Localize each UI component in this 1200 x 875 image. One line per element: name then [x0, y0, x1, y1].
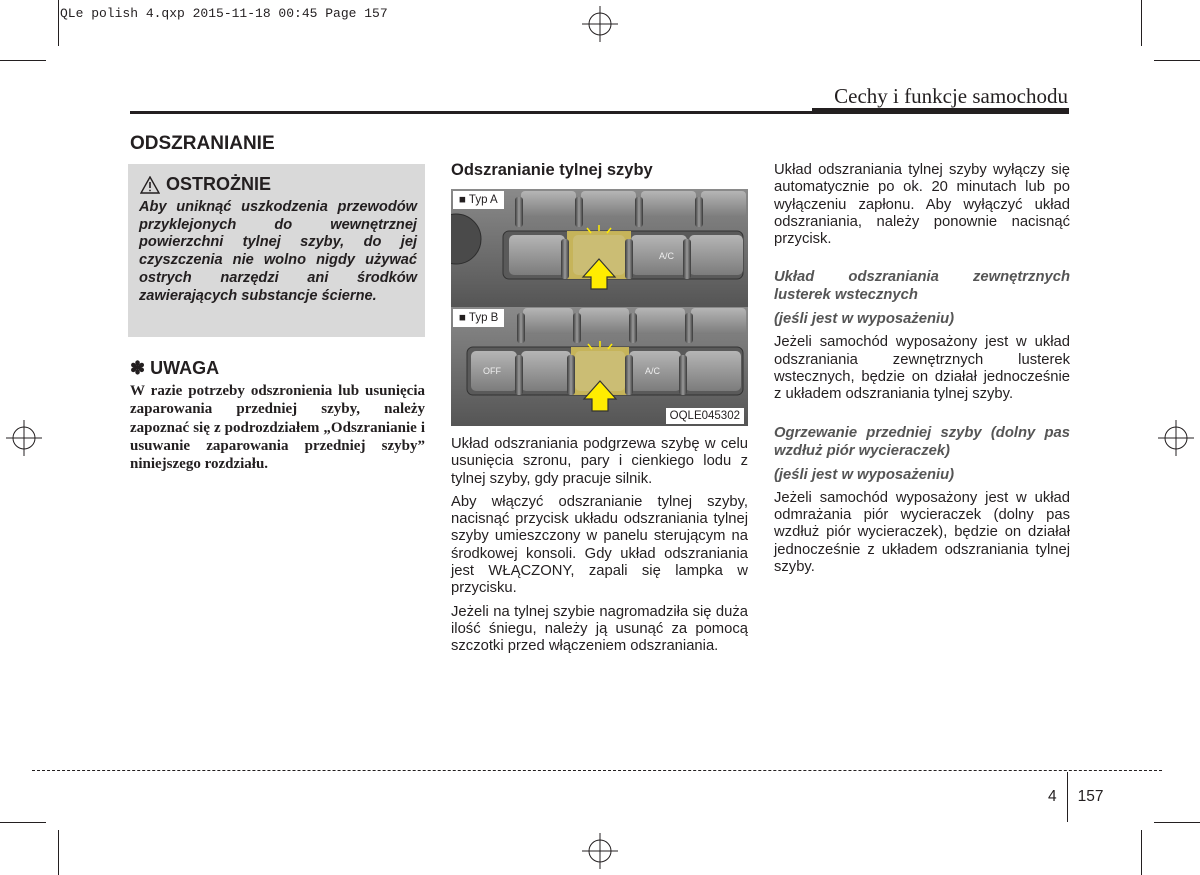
wiper-heading-option: (jeśli jest w wyposażeniu): [774, 466, 955, 483]
rear-defrost-text: [451, 436, 748, 662]
paragraph: Aby włączyć odszranianie tylnej szyby, nacisnąć przycisk układu odszraniania tylnej szyby umieszczony w panelu sterującym na środkowej konsoli. Gdy układ odszraniania jest WŁĄCZONY, zapali się lampka w przycisku.: [451, 493, 748, 597]
registration-mark-icon: [582, 833, 618, 869]
crop-mark: [1141, 0, 1142, 46]
footer-rule: [32, 770, 1162, 771]
registration-mark-icon: [1158, 420, 1194, 456]
header-rule-accent: [812, 108, 1069, 114]
subsection-title: Odszranianie tylnej szyby: [451, 161, 653, 179]
figure-label-type-b: ■ Typ B: [453, 309, 504, 327]
warning-triangle-icon: [140, 176, 160, 194]
paragraph: Jeżeli samochód wyposażony jest w układ odmrażania piór wycieraczek (dolny pas wzdłuż piór wycieraczek), będzie on działał jednocześnie z układem odszraniania tylnej szyby.: [774, 489, 1070, 575]
caution-heading-text: OSTROŻNIE: [166, 174, 272, 194]
crop-mark: [1154, 822, 1200, 823]
crop-mark: [1154, 60, 1200, 61]
section-title: ODSZRANIANIE: [130, 133, 275, 154]
wiper-heading: Ogrzewanie przedniej szyby (dolny pas wzdłuż piór wycieraczek): [774, 424, 1070, 459]
page-number-value: 157: [1077, 788, 1104, 805]
caution-text: Aby uniknąć uszkodzenia przewodów przyklejonych do wewnętrznej powierzchni tylnej szyby, do jej czyszczenia nie wolno nigdy używać ostrych narzędzi ani środków zawierających substancje ścierne.: [139, 199, 417, 304]
paragraph: Jeżeli samochód wyposażony jest w układ odszraniania zewnętrznych lusterek wstecznych, będzie on działał jednocześnie z układem odszraniania tylnej szyby.: [774, 334, 1070, 403]
right-column-text: [774, 162, 1070, 582]
off-label-b: OFF: [483, 366, 501, 376]
registration-mark-icon: [6, 420, 42, 456]
chapter-number: 4: [1048, 788, 1057, 805]
note-text: W razie potrzeby odszronienia lub usunięcia zaparowania przedniej szyby, należy zapoznać się z podrozdziałem „Odszranianie i usuwanie zaparowania przedniej szyby” niniejszego rozdziału.: [130, 383, 425, 473]
crop-mark: [58, 830, 59, 875]
figure-label-type-a: ■ Typ A: [453, 191, 504, 209]
mirror-heading: Układ odszraniania zewnętrznych lusterek wstecznych: [774, 269, 1070, 304]
control-panel-figure: [451, 189, 748, 426]
paragraph: Jeżeli na tylnej szybie nagromadziła się duża ilość śniegu, należy ją usunąć za pomocą szczotki przed włączeniem odszraniania.: [451, 603, 748, 655]
paragraph: Układ odszraniania podgrzewa szybę w celu usunięcia szronu, pary i cienkiego lodu z tylnej szyby, gdy pracuje silnik.: [451, 436, 748, 487]
figure-code: OQLE045302: [666, 408, 744, 424]
paragraph: Układ odszraniania tylnej szyby wyłączy się automatycznie po ok. 20 minutach lub po wyłączeniu zapłonu. Aby wyłączyć układ odszraniania, należy ponownie nacisnąć przycisk.: [774, 162, 1070, 248]
crop-mark: [0, 60, 46, 61]
crop-mark: [0, 822, 46, 823]
crop-mark: [1141, 830, 1142, 875]
ac-label-b: A/C: [645, 366, 661, 376]
note-heading: ✽ UWAGA: [130, 358, 220, 378]
print-info-line: QLe polish 4.qxp 2015-11-18 00:45 Page 157: [60, 6, 388, 21]
caution-heading: [140, 174, 271, 195]
page-number-separator: [1067, 772, 1068, 822]
ac-label-a: A/C: [659, 251, 675, 261]
chapter-title: Cechy i funkcje samochodu: [834, 84, 1068, 108]
crop-mark: [58, 0, 59, 46]
control-panel-illustration: [451, 189, 748, 426]
page-number: [1048, 772, 1104, 822]
registration-mark-icon: [582, 6, 618, 42]
mirror-heading-option: (jeśli jest w wyposażeniu): [774, 311, 955, 328]
